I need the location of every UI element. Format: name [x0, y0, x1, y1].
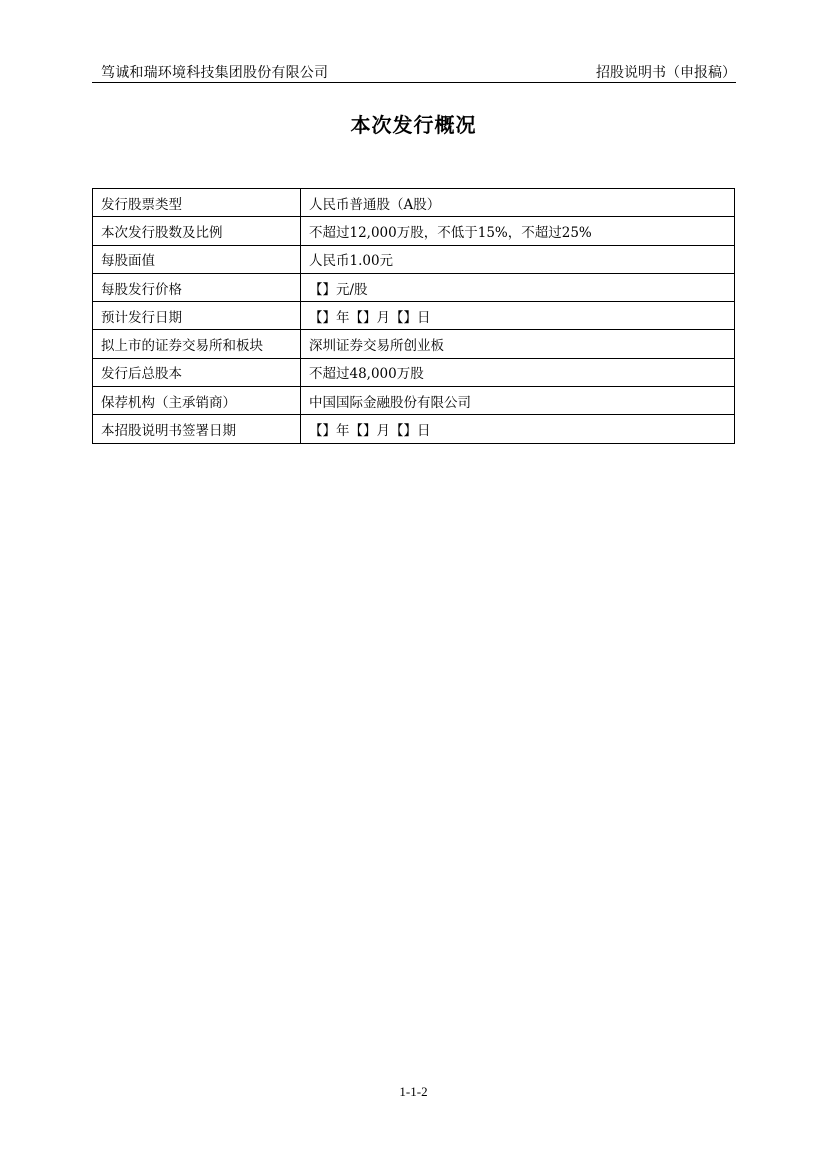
row-value: 深圳证券交易所创业板 [301, 330, 735, 358]
row-value: 不超过12,000万股，不低于15%，不超过25% [301, 217, 735, 245]
row-label: 拟上市的证券交易所和板块 [93, 330, 301, 358]
table-row [93, 415, 735, 443]
row-label: 每股发行价格 [93, 273, 301, 301]
row-value: 【】年【】月【】日 [301, 415, 735, 443]
row-label: 保荐机构（主承销商） [93, 387, 301, 415]
row-value: 人民币1.00元 [301, 245, 735, 273]
row-value: 【】元/股 [301, 273, 735, 301]
table-row [93, 217, 735, 245]
table-row [93, 273, 735, 301]
table-row [93, 189, 735, 217]
row-label: 发行后总股本 [93, 358, 301, 386]
table-row [93, 302, 735, 330]
row-value: 中国国际金融股份有限公司 [301, 387, 735, 415]
header-document-type: 招股说明书（申报稿） [596, 65, 736, 81]
header-company-name: 笃诚和瑞环境科技集团股份有限公司 [101, 65, 329, 81]
row-label: 发行股票类型 [93, 189, 301, 217]
table-row [93, 387, 735, 415]
row-label: 本招股说明书签署日期 [93, 415, 301, 443]
row-label: 每股面值 [93, 245, 301, 273]
row-label: 本次发行股数及比例 [93, 217, 301, 245]
row-value: 【】年【】月【】日 [301, 302, 735, 330]
offering-overview-table [92, 188, 735, 444]
page-number: 1-1-2 [399, 1084, 428, 1099]
row-value: 不超过48,000万股 [301, 358, 735, 386]
table-row [93, 330, 735, 358]
row-value: 人民币普通股（A股） [301, 189, 735, 217]
row-label: 预计发行日期 [93, 302, 301, 330]
table-row [93, 358, 735, 386]
table-row [93, 245, 735, 273]
page-title: 本次发行概况 [350, 113, 477, 137]
header-divider [92, 82, 736, 83]
